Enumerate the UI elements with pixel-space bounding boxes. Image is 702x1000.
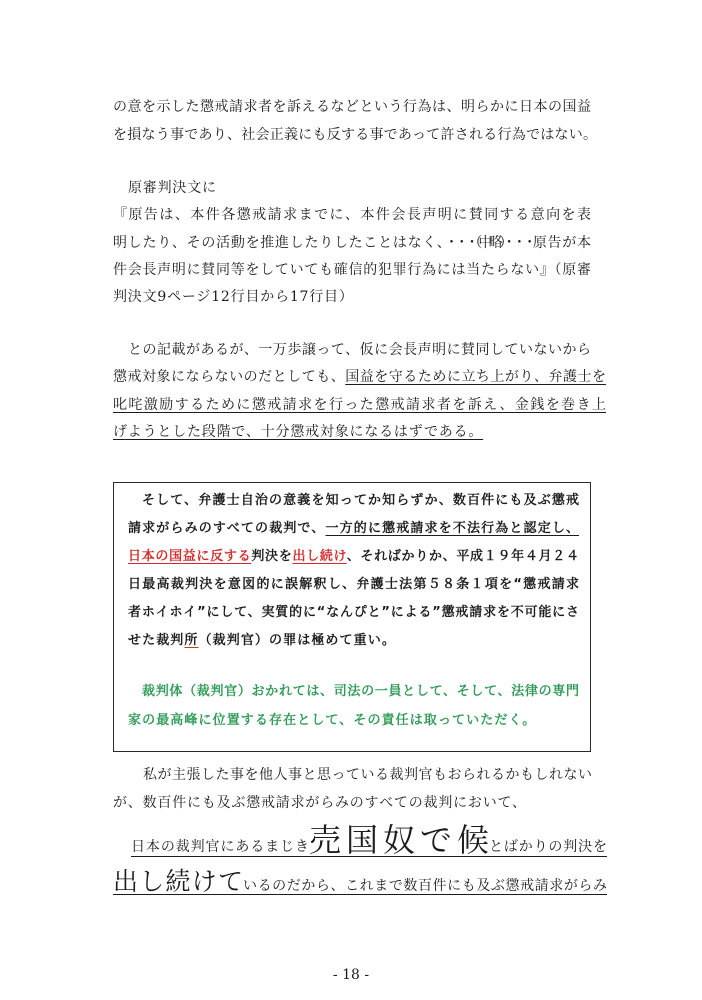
para-4-line-3-small-text: 日本の裁判官にあるまじき	[131, 839, 309, 855]
box-underlined-char: 所	[184, 633, 199, 648]
para-4-emphasis-line-2	[113, 869, 607, 895]
para-4-medium-emphasis-text: 出し続けて	[113, 867, 243, 896]
para-3-line-1: との記載があるが、一万歩譲って、仮に会長声明に賛同していないから	[128, 342, 591, 358]
box-line-5: 者ホイホイ”にして、実質的に“なんぴと”による”懲戒請求を不可能にさ	[128, 605, 579, 620]
quote-line-3: 件会長声明に賛同等をしていても確信的犯罪行為には当たらない』（原審	[113, 262, 591, 278]
para-3-underlined-text-2: 叱咤激励するために懲戒請求を行った懲戒請求者を訴え、金銭を巻き上	[113, 397, 606, 413]
para-3-line-2-text: 懲戒対象にならないのだとしても、	[113, 369, 346, 385]
quote-line-2-text-a: 明したり、その活動を推進したりしたことはなく、	[113, 235, 445, 251]
para-4-line-2: が、数百件にも及ぶ懲戒請求がらみのすべての裁判において、	[113, 795, 527, 811]
box-line-1: そして、弁護士自治の意義を知ってか知らずか、数百件にも及ぶ懲戒	[142, 493, 579, 508]
quote-line-2-text-c: 原告が本	[532, 235, 592, 251]
box-line-6-text-c: （裁判官）の罪は極めて重い。	[198, 633, 396, 648]
box-green-line-2: 家の最高峰に位置する存在として、その責任は取っていただく。	[128, 713, 537, 728]
box-line-2-text: 請求がらみのすべての裁判で、	[128, 521, 326, 536]
para-3-line-3	[113, 395, 606, 415]
quote-line-2	[113, 233, 591, 253]
para-3-underlined-text-1: 国益を守るために立ち上がり、弁護士を	[345, 369, 607, 385]
para-4-line-1: 私が主張した事を他人事と思っている裁判官もおられるかもしれない	[143, 767, 592, 783]
box-red-text-1: 日本の国益に反する	[128, 549, 252, 564]
box-line-6-text-a: せた裁判	[128, 633, 185, 648]
page-number: - 18 -	[332, 967, 370, 983]
quote-omission: ・・・（中略）・・・	[444, 235, 533, 251]
para-4-line-3-tail-text: とばかりの判決を	[489, 839, 607, 855]
para-4-large-emphasis-text: 売国奴で候	[309, 821, 489, 859]
box-red-text-2: 出し続け	[292, 549, 347, 564]
box-line-2	[128, 519, 579, 539]
para-4-line-4-tail-text: いるのだから、これまで数百件にも及ぶ懲戒請求がらみ	[243, 878, 607, 894]
box-green-line-1: 裁判体（裁判官）おかれては、司法の一員として、そして、法律の専門	[142, 684, 579, 699]
box-line-3-text-d: 、そればかりか、平成１９年４月２４	[346, 549, 579, 564]
para-4-emphasis-line-1	[131, 821, 607, 859]
quote-intro: 原審判決文に	[128, 180, 217, 196]
box-line-3-text-b: 判決を	[251, 549, 293, 564]
emphasis-box	[113, 482, 591, 752]
quote-line-1: 『原告は、本件各懲戒請求までに、本件会長声明に賛同する意向を表	[113, 207, 591, 223]
para-3-underlined-text-3: げようとした段階で、十分懲戒対象になるはずである。	[113, 424, 484, 440]
para-1-line-1: の意を示した懲戒請求者を訴えるなどという行為は、明らかに日本の国益	[113, 99, 591, 115]
para-3-line-2	[113, 367, 606, 387]
box-line-6	[128, 631, 558, 651]
quote-line-4: 判決文9ページ12行目から17行目）	[113, 289, 354, 305]
para-1-line-2: を損なう事であり、社会正義にも反する事であって許される行為ではない。	[113, 127, 597, 143]
para-3-line-4	[113, 422, 573, 442]
box-line-3	[128, 547, 579, 567]
box-line-4: 日最高裁判決を意図的に誤解釈し、弁護士法第５８条１項を“懲戒請求	[128, 577, 579, 592]
box-underlined-text: 一方的に懲戒請求を不法行為と認定し、	[325, 521, 579, 536]
